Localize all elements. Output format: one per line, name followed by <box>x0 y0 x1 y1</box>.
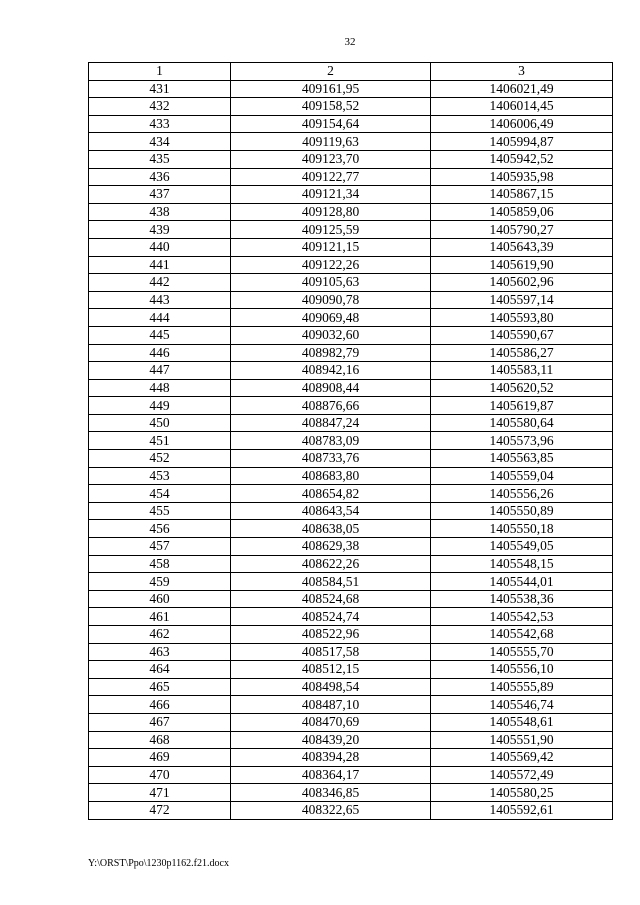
table-row <box>89 696 613 714</box>
x-coordinate-cell: 409105,63 <box>231 274 431 292</box>
y-coordinate-cell: 1405572,49 <box>431 766 613 784</box>
table-row <box>89 80 613 98</box>
point-number-cell: 468 <box>89 731 231 749</box>
table-row <box>89 397 613 415</box>
y-coordinate-cell: 1405548,15 <box>431 555 613 573</box>
table-row <box>89 450 613 468</box>
x-coordinate-cell: 408622,26 <box>231 555 431 573</box>
point-number-cell: 432 <box>89 98 231 116</box>
y-coordinate-cell: 1405542,68 <box>431 626 613 644</box>
y-coordinate-cell: 1405538,36 <box>431 590 613 608</box>
y-coordinate-cell: 1405643,39 <box>431 238 613 256</box>
y-coordinate-cell: 1405619,90 <box>431 256 613 274</box>
x-coordinate-cell: 408982,79 <box>231 344 431 362</box>
table-row <box>89 186 613 204</box>
x-coordinate-cell: 409069,48 <box>231 309 431 327</box>
y-coordinate-cell: 1405590,67 <box>431 326 613 344</box>
x-coordinate-cell: 409122,26 <box>231 256 431 274</box>
table-row <box>89 150 613 168</box>
y-coordinate-cell: 1405935,98 <box>431 168 613 186</box>
x-coordinate-cell: 408847,24 <box>231 414 431 432</box>
y-coordinate-cell: 1405790,27 <box>431 221 613 239</box>
point-number-cell: 470 <box>89 766 231 784</box>
column-header-2: 2 <box>231 63 431 81</box>
y-coordinate-cell: 1405556,26 <box>431 485 613 503</box>
x-coordinate-cell: 409119,63 <box>231 133 431 151</box>
x-coordinate-cell: 409032,60 <box>231 326 431 344</box>
x-coordinate-cell: 408584,51 <box>231 573 431 591</box>
table-row <box>89 203 613 221</box>
table-row <box>89 678 613 696</box>
column-header-3: 3 <box>431 63 613 81</box>
point-number-cell: 457 <box>89 538 231 556</box>
point-number-cell: 460 <box>89 590 231 608</box>
y-coordinate-cell: 1405559,04 <box>431 467 613 485</box>
point-number-cell: 459 <box>89 573 231 591</box>
x-coordinate-cell: 408346,85 <box>231 784 431 802</box>
y-coordinate-cell: 1405592,61 <box>431 801 613 819</box>
y-coordinate-cell: 1405597,14 <box>431 291 613 309</box>
table-row <box>89 379 613 397</box>
y-coordinate-cell: 1405549,05 <box>431 538 613 556</box>
table-row <box>89 98 613 116</box>
point-number-cell: 442 <box>89 274 231 292</box>
table-row <box>89 238 613 256</box>
x-coordinate-cell: 408394,28 <box>231 749 431 767</box>
x-coordinate-cell: 408683,80 <box>231 467 431 485</box>
point-number-cell: 443 <box>89 291 231 309</box>
x-coordinate-cell: 408733,76 <box>231 450 431 468</box>
y-coordinate-cell: 1405580,25 <box>431 784 613 802</box>
table-body <box>89 80 613 819</box>
point-number-cell: 469 <box>89 749 231 767</box>
table-row <box>89 133 613 151</box>
x-coordinate-cell: 408322,65 <box>231 801 431 819</box>
x-coordinate-cell: 409154,64 <box>231 115 431 133</box>
point-number-cell: 433 <box>89 115 231 133</box>
x-coordinate-cell: 409128,80 <box>231 203 431 221</box>
y-coordinate-cell: 1405548,61 <box>431 713 613 731</box>
y-coordinate-cell: 1405563,85 <box>431 450 613 468</box>
y-coordinate-cell: 1405573,96 <box>431 432 613 450</box>
column-header-1: 1 <box>89 63 231 81</box>
y-coordinate-cell: 1405619,87 <box>431 397 613 415</box>
point-number-cell: 445 <box>89 326 231 344</box>
y-coordinate-cell: 1405569,42 <box>431 749 613 767</box>
point-number-cell: 458 <box>89 555 231 573</box>
table-row <box>89 432 613 450</box>
table-row <box>89 467 613 485</box>
point-number-cell: 466 <box>89 696 231 714</box>
table-row <box>89 256 613 274</box>
table-header-row <box>89 63 613 81</box>
y-coordinate-cell: 1405583,11 <box>431 362 613 380</box>
table-row <box>89 555 613 573</box>
y-coordinate-cell: 1405555,70 <box>431 643 613 661</box>
y-coordinate-cell: 1405556,10 <box>431 661 613 679</box>
point-number-cell: 446 <box>89 344 231 362</box>
table-row <box>89 274 613 292</box>
point-number-cell: 451 <box>89 432 231 450</box>
x-coordinate-cell: 408364,17 <box>231 766 431 784</box>
y-coordinate-cell: 1406021,49 <box>431 80 613 98</box>
table-row <box>89 801 613 819</box>
point-number-cell: 455 <box>89 502 231 520</box>
y-coordinate-cell: 1405546,74 <box>431 696 613 714</box>
table-row <box>89 291 613 309</box>
x-coordinate-cell: 408512,15 <box>231 661 431 679</box>
y-coordinate-cell: 1405942,52 <box>431 150 613 168</box>
x-coordinate-cell: 409123,70 <box>231 150 431 168</box>
point-number-cell: 467 <box>89 713 231 731</box>
point-number-cell: 437 <box>89 186 231 204</box>
table-row <box>89 520 613 538</box>
table-row <box>89 608 613 626</box>
point-number-cell: 447 <box>89 362 231 380</box>
y-coordinate-cell: 1405593,80 <box>431 309 613 327</box>
point-number-cell: 439 <box>89 221 231 239</box>
y-coordinate-cell: 1405867,15 <box>431 186 613 204</box>
table-row <box>89 573 613 591</box>
x-coordinate-cell: 409121,34 <box>231 186 431 204</box>
table-row <box>89 766 613 784</box>
point-number-cell: 438 <box>89 203 231 221</box>
table-row <box>89 414 613 432</box>
x-coordinate-cell: 409122,77 <box>231 168 431 186</box>
table-row <box>89 502 613 520</box>
x-coordinate-cell: 408643,54 <box>231 502 431 520</box>
y-coordinate-cell: 1405551,90 <box>431 731 613 749</box>
y-coordinate-cell: 1405602,96 <box>431 274 613 292</box>
point-number-cell: 456 <box>89 520 231 538</box>
point-number-cell: 444 <box>89 309 231 327</box>
point-number-cell: 434 <box>89 133 231 151</box>
point-number-cell: 448 <box>89 379 231 397</box>
point-number-cell: 465 <box>89 678 231 696</box>
point-number-cell: 461 <box>89 608 231 626</box>
table-row <box>89 221 613 239</box>
x-coordinate-cell: 408638,05 <box>231 520 431 538</box>
coordinates-table <box>88 62 613 820</box>
x-coordinate-cell: 408470,69 <box>231 713 431 731</box>
y-coordinate-cell: 1405550,18 <box>431 520 613 538</box>
x-coordinate-cell: 408487,10 <box>231 696 431 714</box>
x-coordinate-cell: 408439,20 <box>231 731 431 749</box>
x-coordinate-cell: 409121,15 <box>231 238 431 256</box>
point-number-cell: 435 <box>89 150 231 168</box>
point-number-cell: 436 <box>89 168 231 186</box>
table-row <box>89 713 613 731</box>
point-number-cell: 441 <box>89 256 231 274</box>
y-coordinate-cell: 1405580,64 <box>431 414 613 432</box>
point-number-cell: 450 <box>89 414 231 432</box>
y-coordinate-cell: 1405544,01 <box>431 573 613 591</box>
table-row <box>89 115 613 133</box>
x-coordinate-cell: 409161,95 <box>231 80 431 98</box>
y-coordinate-cell: 1405555,89 <box>431 678 613 696</box>
point-number-cell: 431 <box>89 80 231 98</box>
x-coordinate-cell: 408524,74 <box>231 608 431 626</box>
x-coordinate-cell: 408498,54 <box>231 678 431 696</box>
table-row <box>89 643 613 661</box>
y-coordinate-cell: 1405620,52 <box>431 379 613 397</box>
point-number-cell: 463 <box>89 643 231 661</box>
point-number-cell: 452 <box>89 450 231 468</box>
y-coordinate-cell: 1405550,89 <box>431 502 613 520</box>
y-coordinate-cell: 1406006,49 <box>431 115 613 133</box>
table-row <box>89 538 613 556</box>
table-row <box>89 731 613 749</box>
table-row <box>89 485 613 503</box>
x-coordinate-cell: 408522,96 <box>231 626 431 644</box>
point-number-cell: 464 <box>89 661 231 679</box>
y-coordinate-cell: 1405542,53 <box>431 608 613 626</box>
x-coordinate-cell: 408876,66 <box>231 397 431 415</box>
point-number-cell: 453 <box>89 467 231 485</box>
point-number-cell: 472 <box>89 801 231 819</box>
x-coordinate-cell: 408942,16 <box>231 362 431 380</box>
point-number-cell: 440 <box>89 238 231 256</box>
table-row <box>89 626 613 644</box>
y-coordinate-cell: 1405859,06 <box>431 203 613 221</box>
y-coordinate-cell: 1406014,45 <box>431 98 613 116</box>
table-row <box>89 362 613 380</box>
x-coordinate-cell: 409090,78 <box>231 291 431 309</box>
table-row <box>89 784 613 802</box>
x-coordinate-cell: 408908,44 <box>231 379 431 397</box>
y-coordinate-cell: 1405586,27 <box>431 344 613 362</box>
table-row <box>89 344 613 362</box>
table-row <box>89 661 613 679</box>
point-number-cell: 462 <box>89 626 231 644</box>
table-row <box>89 326 613 344</box>
table-row <box>89 590 613 608</box>
x-coordinate-cell: 408654,82 <box>231 485 431 503</box>
point-number-cell: 449 <box>89 397 231 415</box>
point-number-cell: 454 <box>89 485 231 503</box>
x-coordinate-cell: 409158,52 <box>231 98 431 116</box>
x-coordinate-cell: 408629,38 <box>231 538 431 556</box>
footer-file-path: Y:\ORST\Ppo\1230p1162.f21.docx <box>88 858 229 869</box>
table-row <box>89 309 613 327</box>
table-row <box>89 168 613 186</box>
table-row <box>89 749 613 767</box>
page-number: 32 <box>344 36 356 48</box>
point-number-cell: 471 <box>89 784 231 802</box>
x-coordinate-cell: 408783,09 <box>231 432 431 450</box>
y-coordinate-cell: 1405994,87 <box>431 133 613 151</box>
x-coordinate-cell: 408524,68 <box>231 590 431 608</box>
x-coordinate-cell: 408517,58 <box>231 643 431 661</box>
x-coordinate-cell: 409125,59 <box>231 221 431 239</box>
